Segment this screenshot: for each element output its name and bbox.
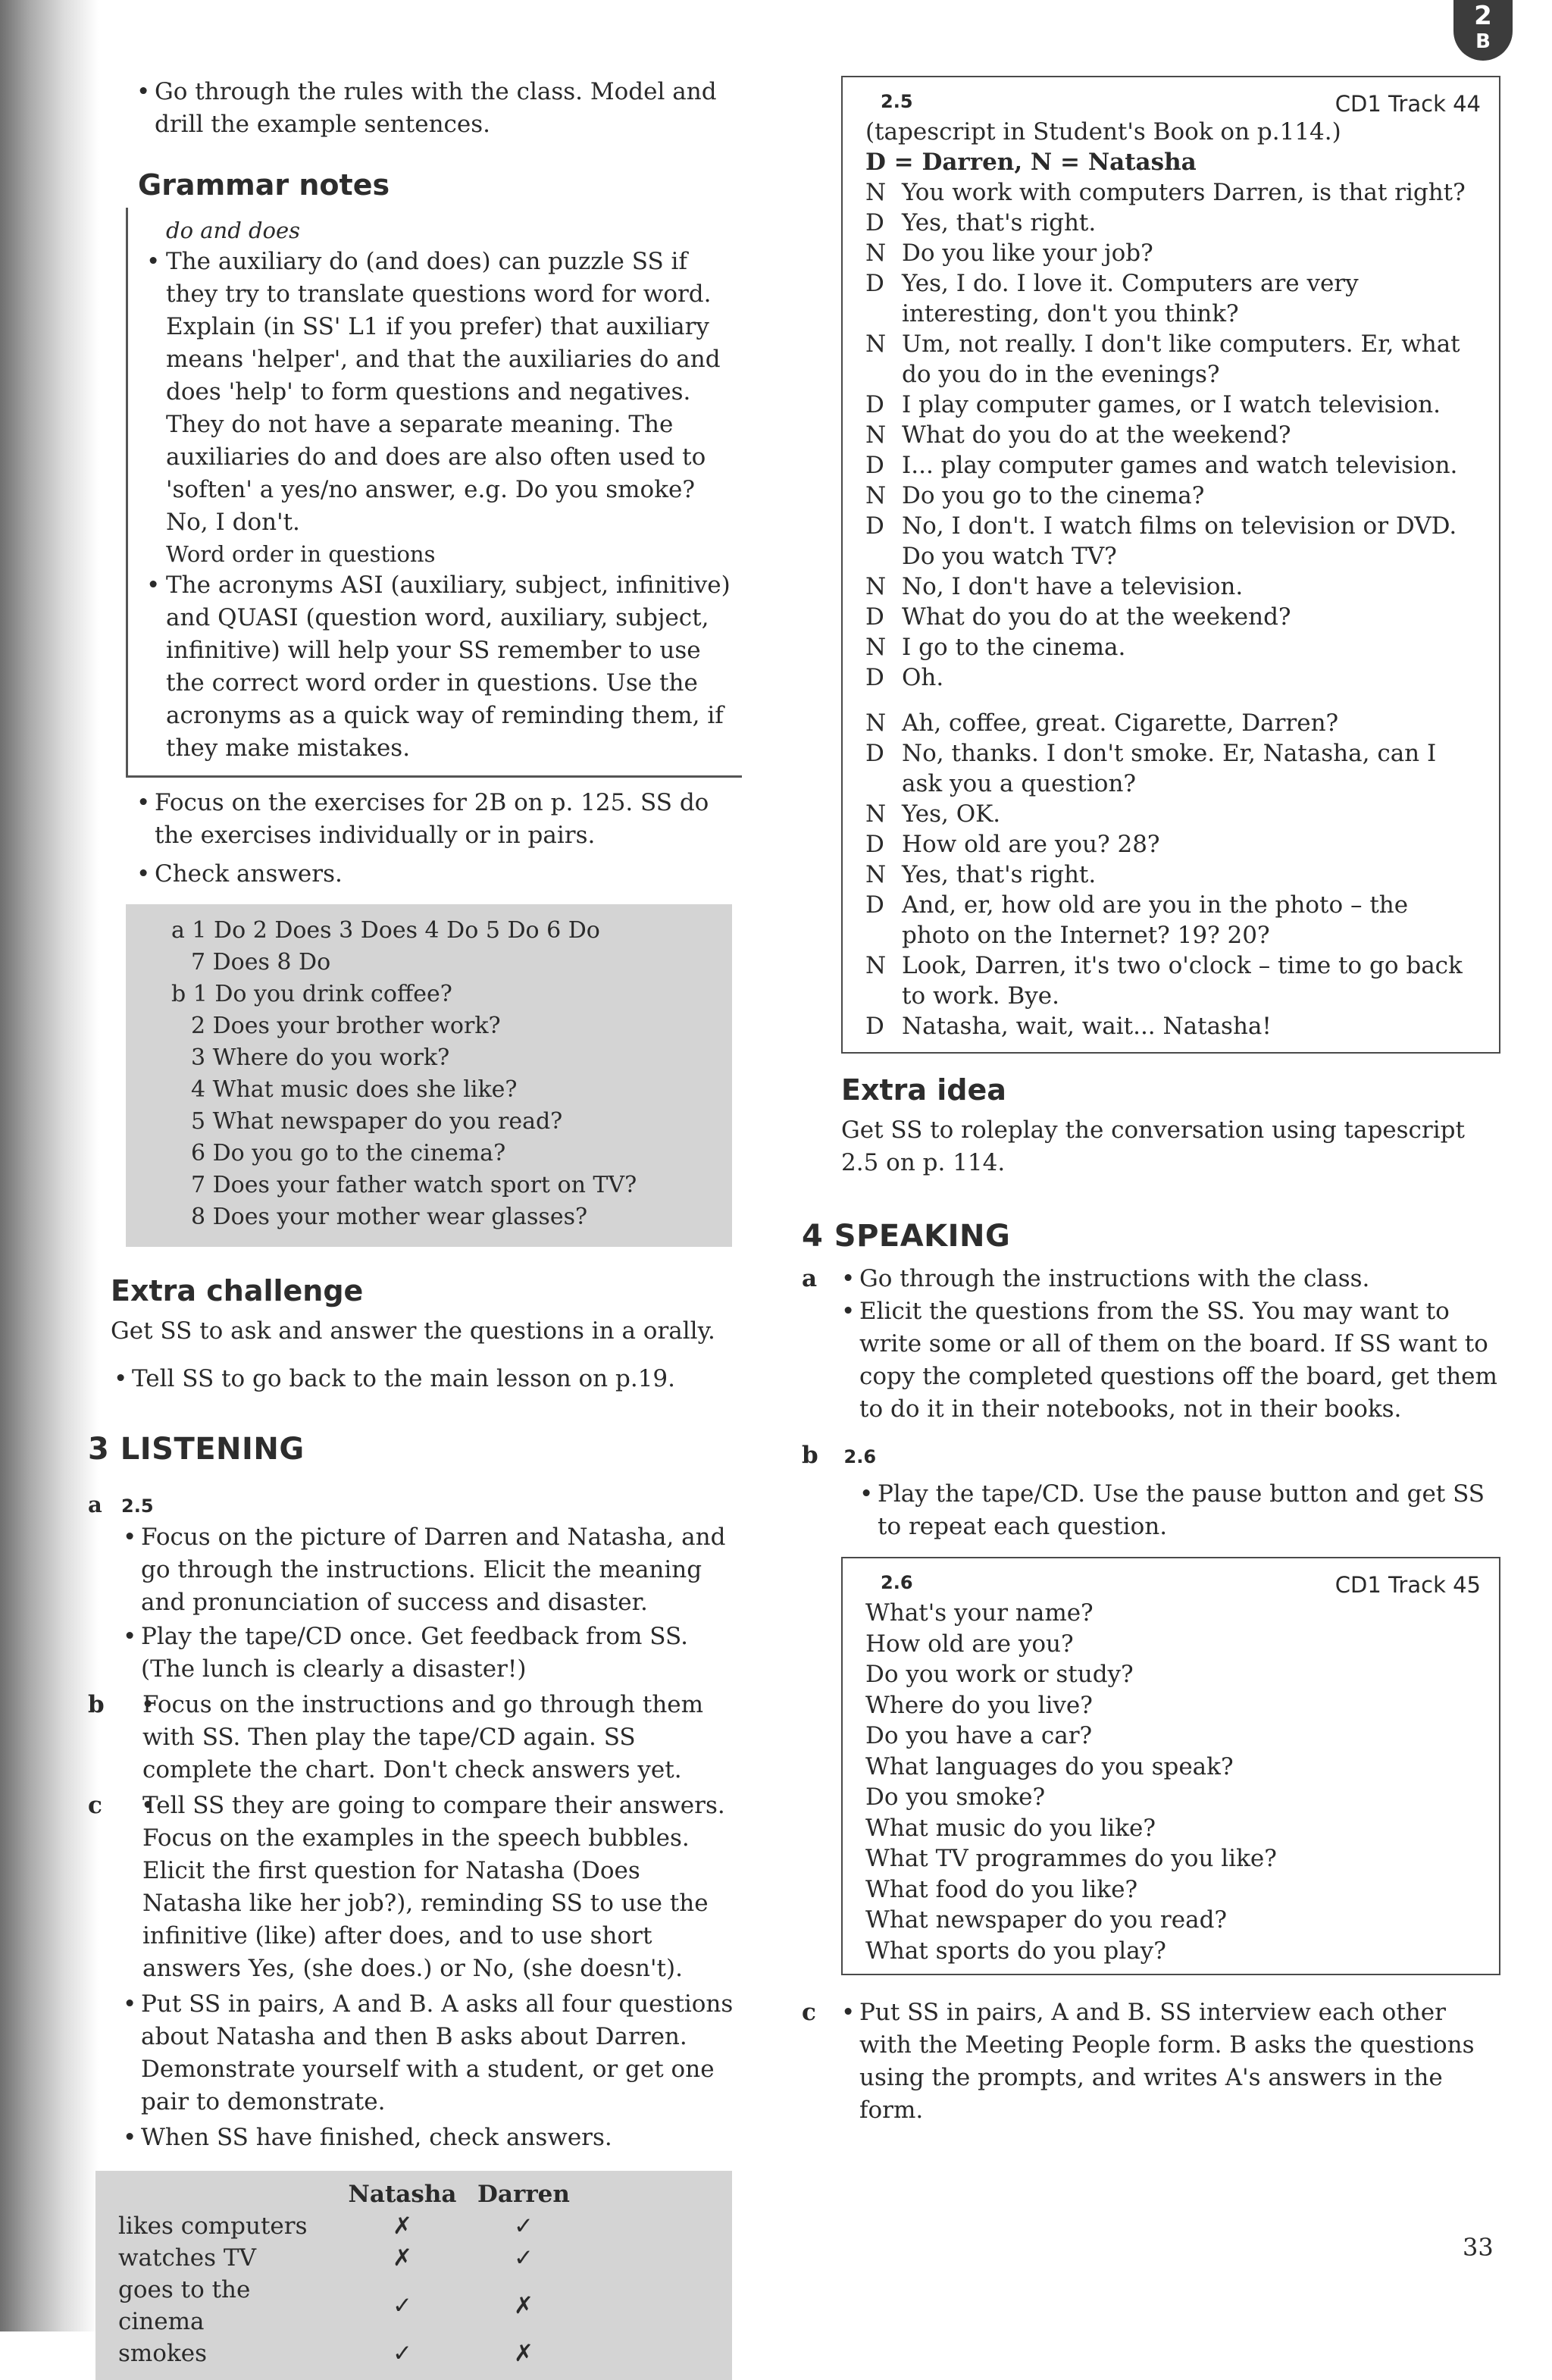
extra-challenge-text: Get SS to ask and answer the questions in a orally.: [111, 1317, 715, 1345]
speaking-c: [802, 1996, 1500, 2127]
spoken-text: And, er, how old are you in the photo – the photo on the Internet? 19? 20?: [902, 891, 1409, 949]
tapescript-line: [865, 511, 1481, 572]
track-2-5-label: 2.5: [121, 1495, 154, 1517]
chart-col-natasha: Natasha: [348, 2181, 457, 2208]
grammar-sub-do-does: do and does: [166, 218, 301, 243]
speaking-b-bullet: • Play the tape/CD. Use the pause button and get SS to repeat each question.: [841, 1478, 1500, 1543]
speaker-label: D: [865, 664, 884, 691]
listening-a-bullet: • Play the tape/CD once. Get feedback from SS. (The lunch is clearly a disaster!): [105, 1621, 740, 1686]
spoken-text: I... play computer games and watch television.: [902, 452, 1458, 479]
speaking-a-letter: a: [802, 1265, 818, 1292]
tapescript-line: [865, 177, 1481, 208]
tapescript-line: [865, 572, 1481, 602]
question-line: What TV programmes do you like?: [865, 1845, 1277, 1872]
speaking-b-header: [802, 1439, 1500, 1473]
speaker-label: N: [865, 634, 887, 661]
question-line: What's your name?: [865, 1599, 1094, 1627]
speaker-label: D: [865, 512, 884, 540]
cd-track-45: CD1 Track 45: [1335, 1572, 1481, 1598]
speaking-c-text: • Put SS in pairs, A and B. SS interview each other with the Meeting People form. B asks the questions using the prompts, and writes A's answers in the form.: [823, 1996, 1500, 2127]
tapescript-2-5-box: [841, 76, 1500, 1054]
question-line: Do you smoke?: [865, 1783, 1046, 1811]
listening-c-text: • Tell SS they are going to compare their answers. Focus on the examples in the speech bubbles. Elicit the first question for Natasha (Does Natasha like her job?), reminding SS to use the infinitive (like) after does, and to use short answers Yes, (she does.) or No, (she doesn't).: [123, 1790, 740, 1985]
tapescript-line: [865, 1011, 1481, 1041]
speaker-label: N: [865, 800, 887, 828]
speaker-label: N: [865, 573, 887, 600]
grammar-notes-box: [126, 208, 742, 778]
answers-b-item: 5 What newspaper do you read?: [191, 1108, 563, 1135]
unit-letter: B: [1475, 30, 1491, 53]
tapescript-line: [865, 950, 1481, 1011]
speaker-label: N: [865, 482, 887, 509]
speaker-label: D: [865, 1013, 884, 1040]
speaker-label: D: [865, 391, 884, 418]
speaking-c-letter: c: [802, 1999, 816, 2026]
question-line: Do you have a car?: [865, 1722, 1093, 1749]
answers-b-item: 8 Does your mother wear glasses?: [191, 1204, 588, 1230]
answers-a-line1: a 1 Do 2 Does 3 Does 4 Do 5 Do 6 Do: [171, 917, 600, 944]
spoken-text: You work with computers Darren, is that right?: [902, 179, 1466, 206]
listening-b-text: • Focus on the instructions and go through them with SS. Then play the tape/CD again. SS complete the chart. Don't check answers yet.: [123, 1689, 740, 1787]
chart-row: [118, 2242, 580, 2274]
speaker-label: D: [865, 270, 884, 297]
back-to-lesson-bullet: • Tell SS to go back to the main lesson on p.19.: [95, 1363, 740, 1395]
left-column: [88, 76, 740, 2380]
extra-challenge-title: Extra challenge: [111, 1274, 364, 1307]
answer-chart: [118, 2178, 580, 2369]
answers-b-item: 2 Does your brother work?: [191, 1013, 501, 1039]
listening-a-bullet: • Focus on the picture of Darren and Natasha, and go through the instructions. Elicit the meaning and pronunciation of success and disaster.: [105, 1521, 740, 1619]
intro-bullet: • Go through the rules with the class. Model and drill the example sentences.: [118, 76, 740, 141]
speaker-label: D: [865, 891, 884, 919]
tapescript-line: [865, 481, 1481, 511]
grammar-sub-word-order: Word order in questions: [166, 541, 436, 567]
speaker-label: D: [865, 603, 884, 631]
unit-number: 2: [1474, 1, 1492, 31]
speaking-b-letter: b: [802, 1442, 818, 1469]
listening-a-letter: a: [88, 1492, 102, 1517]
tapescript-line: [865, 890, 1481, 950]
tapescript-line: [865, 860, 1481, 890]
spoken-text: Do you go to the cinema?: [902, 482, 1205, 509]
speaker-label: N: [865, 179, 887, 206]
chart-row: [118, 2210, 580, 2242]
grammar-notes-title: Grammar notes: [138, 168, 390, 202]
chart-row: [118, 2338, 580, 2369]
spoken-text: Oh.: [902, 664, 944, 691]
speaker-label: D: [865, 209, 884, 236]
spoken-text: Yes, OK.: [902, 800, 1001, 828]
answer-chart-box: [95, 2171, 732, 2380]
speaker-label: N: [865, 421, 887, 449]
tapescript-lines-part2: [865, 708, 1481, 1041]
page-number: 33: [1463, 2233, 1494, 2262]
listening-c-bullet: • Put SS in pairs, A and B. A asks all four questions about Natasha and then B asks about Darren. Demonstrate yourself with a student, or get one pair to demonstrate.: [105, 1988, 740, 2119]
spoken-text: How old are you? 28?: [902, 831, 1160, 858]
answers-a-line2: 7 Does 8 Do: [191, 949, 331, 975]
grammar-para-auxiliary: • The auxiliary do (and does) can puzzle SS if they try to translate questions word for word. Explain (in SS' L1 if you prefer) that auxiliary means 'helper', and that the auxiliaries do and does 'help' to form questions and negatives. They do not have a separate meaning. The auxiliaries do and does are also often used to 'soften' a yes/no answer, e.g. Do you smoke? No, I don't.: [128, 246, 742, 539]
tapescript-line: [865, 829, 1481, 860]
spoken-text: Yes, that's right.: [902, 209, 1097, 236]
tapescript-line: [865, 329, 1481, 390]
speaking-a-bullet: • Go through the instructions with the class.: [823, 1263, 1500, 1295]
spoken-text: I go to the cinema.: [902, 634, 1126, 661]
track-2-6-label: 2.6: [843, 1446, 877, 1467]
speaker-label: N: [865, 330, 887, 358]
question-line: What newspaper do you read?: [865, 1906, 1228, 1934]
tapescript-questions: [865, 1598, 1481, 1966]
speaker-label: N: [865, 709, 887, 737]
speaking-title: 4 SPEAKING: [802, 1219, 1011, 1254]
question-line: What sports do you play?: [865, 1937, 1166, 1965]
tapescript-line: [865, 238, 1481, 268]
answers-b-item: 3 Where do you work?: [191, 1044, 450, 1071]
chart-mark: ✗: [514, 2292, 534, 2319]
focus-exercises-bullet: • Focus on the exercises for 2B on p. 125. SS do the exercises individually or in pairs.: [118, 787, 740, 852]
spoken-text: What do you do at the weekend?: [902, 603, 1291, 631]
tapescript-line: [865, 632, 1481, 662]
grammar-para-acronyms: • The acronyms ASI (auxiliary, subject, infinitive) and QUASI (question word, auxiliary, subject, infinitive) will help your SS remember to use the correct word order in questions. Use the acronyms as a quick way of reminding them, if they make mistakes.: [128, 569, 742, 765]
listening-c-bullet: • When SS have finished, check answers.: [105, 2122, 740, 2154]
tapescript-line: [865, 420, 1481, 450]
answer-key-box: [126, 904, 732, 1247]
spoken-text: What do you do at the weekend?: [902, 421, 1291, 449]
spoken-text: Look, Darren, it's two o'clock – time to go back to work. Bye.: [902, 952, 1463, 1010]
listening-title: 3 LISTENING: [88, 1432, 305, 1467]
speaking-a: [802, 1263, 1500, 1426]
question-line: Where do you live?: [865, 1691, 1093, 1719]
chart-row-label: smokes: [118, 2340, 208, 2367]
spoken-text: Do you like your job?: [902, 240, 1153, 267]
spoken-text: Ah, coffee, great. Cigarette, Darren?: [902, 709, 1339, 737]
speaking-a-bullet: • Elicit the questions from the SS. You may want to write some or all of them on the board. If SS want to copy the completed questions off the board, get them to do it in their notebooks, not in their books.: [823, 1295, 1500, 1426]
track-2-6-label: 2.6: [881, 1572, 913, 1593]
speaker-label: N: [865, 240, 887, 267]
track-2-5-label: 2.5: [881, 91, 913, 112]
chart-row-label: goes to the cinema: [118, 2276, 251, 2335]
tapescript-line: [865, 268, 1481, 329]
check-answers-bullet: • Check answers.: [118, 858, 740, 891]
chart-col-darren: Darren: [477, 2181, 570, 2208]
book-spine-shadow: [0, 0, 99, 2331]
tapescript-line: [865, 708, 1481, 738]
tapescript-header: [865, 1572, 1481, 1598]
answers-b-item: 4 What music does she like?: [191, 1076, 518, 1103]
spoken-text: I play computer games, or I watch television.: [902, 391, 1441, 418]
chart-header-row: [118, 2178, 580, 2210]
tapescript-line: [865, 662, 1481, 693]
extra-idea-title: Extra idea: [841, 1073, 1006, 1107]
speaker-key: D = Darren, N = Natasha: [865, 149, 1197, 176]
spoken-text: Natasha, wait, wait... Natasha!: [902, 1013, 1272, 1040]
chart-mark: ✓: [514, 2212, 534, 2240]
chart-mark: ✓: [514, 2244, 534, 2272]
tapescript-lines: [865, 177, 1481, 693]
chart-mark: ✓: [393, 2340, 412, 2367]
spoken-text: No, I don't have a television.: [902, 573, 1244, 600]
question-line: What music do you like?: [865, 1814, 1156, 1842]
speaker-label: D: [865, 452, 884, 479]
question-line: What languages do you speak?: [865, 1752, 1234, 1780]
chart-row-label: likes computers: [118, 2212, 308, 2240]
answers-b-item: 7 Does your father watch sport on TV?: [191, 1172, 637, 1198]
answers-b-item: 6 Do you go to the cinema?: [191, 1140, 506, 1167]
listening-c-letter: c: [88, 1792, 102, 1819]
question-line: How old are you?: [865, 1630, 1074, 1658]
chart-row: [118, 2274, 580, 2338]
tapescript-note: (tapescript in Student's Book on p.114.): [865, 118, 1341, 146]
tapescript-line: [865, 450, 1481, 481]
listening-c: [88, 1790, 740, 1985]
tapescript-header: [865, 91, 1481, 117]
chart-mark: ✓: [393, 2292, 412, 2319]
speaker-label: N: [865, 861, 887, 888]
question-line: What food do you like?: [865, 1875, 1138, 1903]
listening-a-header: [88, 1489, 740, 1521]
spoken-text: Yes, that's right.: [902, 861, 1097, 888]
tapescript-line: [865, 208, 1481, 238]
chart-row-label: watches TV: [118, 2244, 256, 2272]
speaker-label: N: [865, 952, 887, 979]
spoken-text: Yes, I do. I love it. Computers are very interesting, don't you think?: [902, 270, 1359, 327]
tapescript-line: [865, 799, 1481, 829]
answers-b-item: b 1 Do you drink coffee?: [171, 981, 452, 1007]
extra-idea-text: Get SS to roleplay the conversation using tapescript 2.5 on p. 114.: [841, 1116, 1465, 1176]
tapescript-line: [865, 602, 1481, 632]
speaker-label: D: [865, 831, 884, 858]
unit-badge: [1453, 0, 1513, 61]
tapescript-2-6-box: [841, 1557, 1500, 1975]
spoken-text: No, thanks. I don't smoke. Er, Natasha, can I ask you a question?: [902, 740, 1437, 797]
chart-mark: ✗: [514, 2340, 534, 2367]
cd-track-44: CD1 Track 44: [1335, 91, 1481, 117]
chart-mark: ✗: [393, 2244, 412, 2272]
question-line: Do you work or study?: [865, 1661, 1134, 1688]
right-column: [802, 76, 1500, 2127]
speaker-label: D: [865, 740, 884, 767]
spoken-text: Um, not really. I don't like computers. Er, what do you do in the evenings?: [902, 330, 1460, 388]
chart-mark: ✗: [393, 2212, 412, 2240]
tapescript-line: [865, 738, 1481, 799]
listening-b-letter: b: [88, 1691, 105, 1718]
tapescript-line: [865, 390, 1481, 420]
listening-b: [88, 1689, 740, 1787]
spoken-text: No, I don't. I watch films on television or DVD. Do you watch TV?: [902, 512, 1457, 570]
